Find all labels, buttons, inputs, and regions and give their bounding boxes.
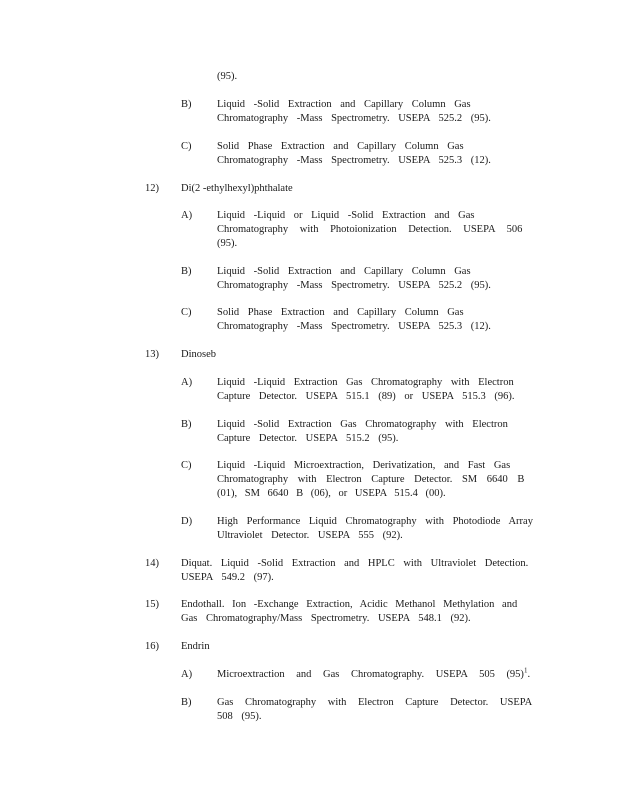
item-marker-b: B) (181, 99, 192, 110)
text-line: (95). (217, 238, 238, 249)
text-line: Chromatography -Mass Spectrometry. USEPA 525.2 (95). (217, 113, 491, 124)
item-number-16: 16) (145, 641, 159, 652)
item-number-15: 15) (145, 599, 159, 610)
item-number-14: 14) (145, 558, 159, 569)
item-marker-a: A) (181, 210, 193, 221)
item-marker-c: C) (181, 307, 192, 318)
text-line: (01), SM 6640 B (06), or USEPA 515.4 (00). (217, 488, 446, 499)
item-marker-b: B) (181, 419, 192, 430)
item-marker-a: A) (181, 377, 193, 388)
text-line: Chromatography with Photoionization Detection. USEPA 506 (217, 224, 523, 235)
text-line: Liquid -Solid Extraction and Capillary Column Gas (217, 266, 471, 277)
text-line: (95). (217, 71, 238, 82)
text-line: Solid Phase Extraction and Capillary Column Gas (217, 307, 464, 318)
text-line: High Performance Liquid Chromatography with Photodiode Array (217, 516, 533, 527)
item-number-13: 13) (145, 349, 159, 360)
text-line: Gas Chromatography with Electron Capture Detector. USEPA (217, 697, 533, 708)
text-line: Chromatography -Mass Spectrometry. USEPA 525.2 (95). (217, 280, 491, 291)
text-line: Liquid -Solid Extraction and Capillary Column Gas (217, 99, 471, 110)
text-line: Liquid -Liquid or Liquid -Solid Extraction and Gas (217, 210, 475, 221)
text-line: Endothall. Ion -Exchange Extraction, Acidic Methanol Methylation and (181, 599, 518, 610)
text-line: Chromatography -Mass Spectrometry. USEPA 525.3 (12). (217, 321, 491, 332)
text-line (217, 668, 530, 682)
item-marker-a: A) (181, 669, 193, 680)
text-segment: . (527, 669, 531, 680)
heading-endrin: Endrin (181, 641, 210, 652)
item-marker-c: C) (181, 141, 192, 152)
item-marker-b: B) (181, 697, 192, 708)
item-marker-c: C) (181, 460, 192, 471)
heading-di-ethylhexyl-phthalate: Di(2 -ethylhexyl)phthalate (181, 183, 293, 194)
footnote-marker: 1 (523, 666, 528, 675)
text-line: Solid Phase Extraction and Capillary Column Gas (217, 141, 464, 152)
text-line: Capture Detector. USEPA 515.2 (95). (217, 433, 399, 444)
text-line: Liquid -Solid Extraction Gas Chromatography with Electron (217, 419, 508, 430)
text-segment: Microextraction and Gas Chromatography. USEPA 505 (95) (217, 669, 524, 680)
text-line: Liquid -Liquid Microextraction, Derivatization, and Fast Gas (217, 460, 511, 471)
item-number-12: 12) (145, 183, 159, 194)
item-marker-d: D) (181, 516, 193, 527)
text-line: 508 (95). (217, 711, 262, 722)
text-line: Chromatography with Electron Capture Detector. SM 6640 B (217, 474, 525, 485)
text-line: Liquid -Liquid Extraction Gas Chromatography with Electron (217, 377, 514, 388)
text-line: Capture Detector. USEPA 515.1 (89) or USEPA 515.3 (96). (217, 391, 515, 402)
text-line: Gas Chromatography/Mass Spectrometry. USEPA 548.1 (92). (181, 613, 471, 624)
text-line: Diquat. Liquid -Solid Extraction and HPLC with Ultraviolet Detection. (181, 558, 529, 569)
text-line: Chromatography -Mass Spectrometry. USEPA 525.3 (12). (217, 155, 491, 166)
heading-dinoseb: Dinoseb (181, 349, 216, 360)
text-line: Ultraviolet Detector. USEPA 555 (92). (217, 530, 403, 541)
text-line: USEPA 549.2 (97). (181, 572, 274, 583)
item-marker-b: B) (181, 266, 192, 277)
